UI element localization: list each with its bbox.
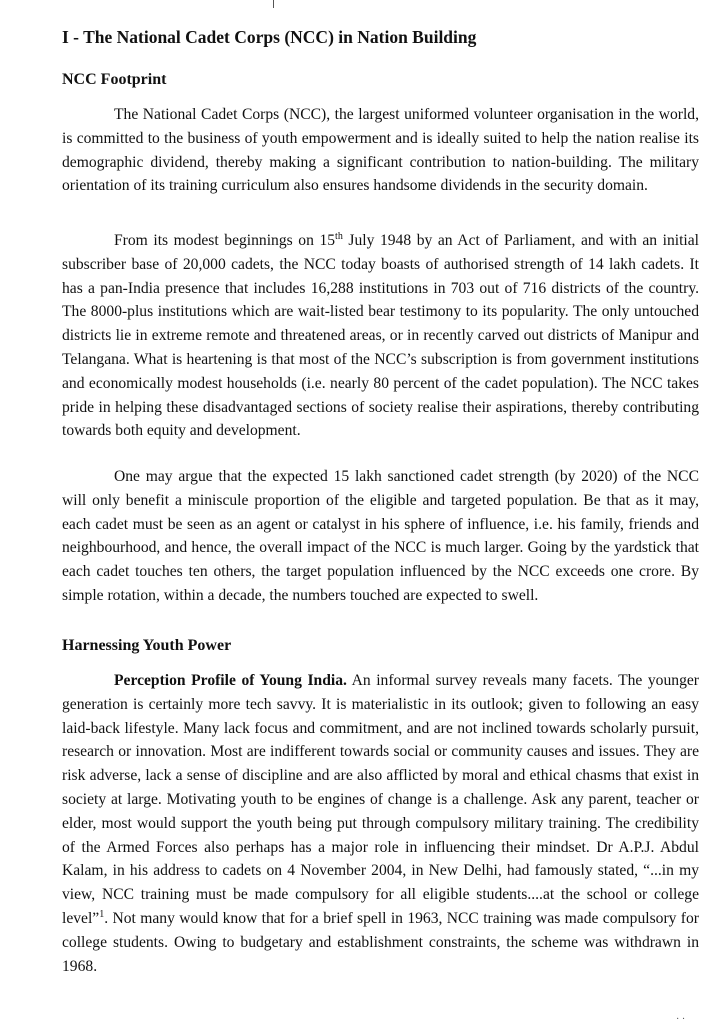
superscript: th (335, 230, 343, 242)
paragraph-ncc-footprint-2 (62, 229, 699, 443)
paragraph-text: The National Cadet Corps (NCC), the largest uniformed volunteer organisation in the world, is committed to the business of youth empowerment and is ideally suited to help the nation realise its demographic dividend, thereby making a significant contribution to nation-building. The military orientation of its training curriculum also ensures handsome dividends in the security domain. (62, 106, 699, 195)
paragraph-lead-in: Perception Profile of Young India. (114, 672, 347, 689)
page-title: I - The National Cadet Corps (NCC) in Nation Building (62, 27, 477, 47)
paragraph-text: An informal survey reveals many facets. The younger generation is certainly more tech savvy. It is materialistic in its outlook; given to following an easy laid-back lifestyle. Many lack focus and commitment, and are not inclined towards scholarly pursuit, research or innovation. Most are indifferent towards social or community causes and issues. They are risk adverse, lack a sense of discipline and are also afflicted by moral and ethical chasms that exist in society at large. Motivating youth to be engines of change is a challenge. Ask any parent, teacher or elder, most would support the youth being put through compulsory military training. The credibility of the Armed Forces also perhaps has a major role in influencing their mindset. Dr A.P.J. Abdul Kalam, in his address to cadets on 4 November 2004, in New Delhi, had famously stated, “...in my view, NCC training must be made compulsory for all eligible students....at the school or college level” (62, 672, 699, 927)
paragraph-text: One may argue that the expected 15 lakh sanctioned cadet strength (by 2020) of the NCC will only benefit a miniscule proportion of the eligible and targeted population. Be that as it may, each cadet must be seen as an agent or catalyst in his sphere of influence, i.e. his family, friends and neighbourhood, and hence, the overall impact of the NCC is much larger. Going by the yardstick that each cadet touches ten others, the target population influenced by the NCC exceeds one crore. By simple rotation, within a decade, the numbers touched are expected to swell. (62, 468, 699, 604)
paragraph-perception-profile (62, 669, 699, 978)
paragraph-ncc-footprint-3 (62, 465, 699, 608)
scan-mark (273, 0, 274, 8)
footnote-marker: 1 (99, 908, 105, 920)
paragraph-text: From its modest beginnings on 15 (114, 232, 336, 249)
paragraph-text: . Not many would know that for a brief spell in 1963, NCC training was made compulsory for college students. Owing to budgetary and establishment constraints, the scheme was withdrawn in 1968. (62, 909, 699, 975)
page-edge-mark: · · (676, 1014, 686, 1025)
section-heading-harnessing-youth-power: Harnessing Youth Power (62, 637, 232, 654)
section-heading-ncc-footprint: NCC Footprint (62, 71, 167, 88)
paragraph-text: July 1948 by an Act of Parliament, and with an initial subscriber base of 20,000 cadets, the NCC today boasts of authorised strength of 14 lakh cadets. It has a pan-India presence that includes 16,288 institutions in 703 out of 716 districts of the country. The 8000-plus institutions which are wait-listed bear testimony to its popularity. The only untouched districts lie in extreme remote and threatened areas, or in recently carved out districts of Manipur and Telangana. What is heartening is that most of the NCC’s subscription is from government institutions and economically modest households (i.e. nearly 80 percent of the cadet population). The NCC takes pride in helping these disadvantaged sections of society realise their aspirations, thereby contributing towards both equity and development. (62, 232, 700, 440)
paragraph-ncc-footprint-1 (62, 103, 699, 198)
